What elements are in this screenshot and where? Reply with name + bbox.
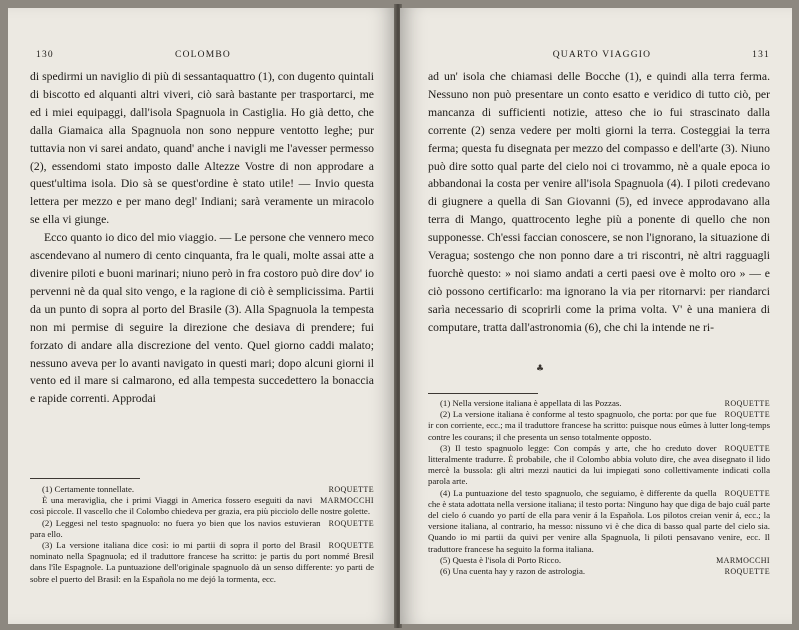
footnote-text: (1) Certamente tonnellate. xyxy=(42,484,135,494)
footnote xyxy=(428,566,770,577)
left-page xyxy=(8,8,396,624)
running-head-title: QUARTO VIAGGIO xyxy=(552,50,652,60)
footnote-source: ROQUETTE xyxy=(724,443,770,453)
footnote-source: ROQUETTE xyxy=(724,399,770,408)
footnote xyxy=(428,443,770,488)
paragraph: di spedirmi un naviglio di più di sessantaquattro (1), con dugento quintali di biscotto ed alquanti altri viveri, ciò sarà bastante per trasportarci, me ed i miei equipaggi, dall'isola Spagnuola in Castiglia. Ho già detto, che dalla Giamaica alla Spagnuola non sono neppure ventotto leghe; pur tuttavia non vi sarei andato, quand' anche i navigli me l'avesser permesso (2), essendomi stato imposto dalle Altezze Vostre di non approdare a quest'ultima isola. Dio sà se quest'ordine è stato utile! — Invio questa lettera per mezzo e per mano degl' Indiani; sarà veramente un miracolo se ella vi giunge. xyxy=(30,70,374,227)
footnotes xyxy=(428,398,770,577)
ornament-icon: ♣ xyxy=(536,364,545,374)
footnote-rule xyxy=(428,393,538,394)
footnote-source: ROQUETTE xyxy=(724,488,770,498)
footnote xyxy=(428,488,770,555)
footnote-source: MARMOCCHI xyxy=(320,496,374,506)
footnote-text: (1) Nella versione italiana è appellata di las Pozzas. xyxy=(440,398,622,408)
footnote-rule xyxy=(30,478,140,479)
footnote xyxy=(428,409,770,443)
page-number: 131 xyxy=(752,50,770,60)
body-text xyxy=(30,68,374,408)
footnote-text: (3) La versione italiana dice così: io mi partii di sopra il porto del Brasil nominato nella Spagnuola; ed il traduttore francese ha scritto: je partis du port nommé Bresil dans l'île Espagnole. La puntuazione dell'originale spagnuolo dà un senso differente: yo parti de sobre el puerto del Brasil: en la Española no me dejó la tormenta, ecc. xyxy=(30,540,374,584)
footnote xyxy=(30,518,374,540)
footnote xyxy=(428,398,770,409)
footnote-source: ROQUETTE xyxy=(724,410,770,420)
paragraph: ad un' isola che chiamasi delle Bocche (1), e quindi alla terra ferma. Nessuno non può presentare un conto esatto e veridico di tutto ciò, per mancanza di sufficienti notizie, atteso che io fui strascinato dalla corrente (2) senza vedere per molti giorni la terra. Costeggiai la terra ferma; questa fu disegnata per mezzo del compasso e dell'arte (3). Niuno può dire sotto qual parte del cielo noi ci trovammo, nè a quale epoca io abbandonai la costa per venire all'isola Spagnuola (4). I piloti credevano di giugnere a quella di San Giovanni (5), ed invece approdavano alla terra di Mango, quattrocento leghe più a ponente di quello che non supponesse. Ch'essi faccian conoscere, se non l'ignorano, la situazione di Veragua; sostengo che non ponno dare a tri riscontri, nè altri ragguagli fuorchè questo: » noi siamo andati a certi paesi ove è molto oro » — e ciò possono certificarlo: ma ignorano la via per ritornarvi: per riandarci sarìa necessario di scoprirli come la prima volta. V' è una maniera di computare, tratta dall'astronomia (6), che chi la intende ne ri- xyxy=(428,70,770,334)
footnote-text: È una meraviglia, che i primi Viaggi in America fossero eseguiti da navi così piccole. Il vascello che il Colombo chiedeva per grazia, era più picciolo delle nostre golette. xyxy=(30,495,371,517)
footnote-text: (2) Leggesi nel testo spagnuolo: no fuera yo bien que los navios estuvieran para ello. xyxy=(30,517,321,539)
footnotes xyxy=(30,484,374,585)
paragraph: Ecco quanto io dico del mio viaggio. — Le persone che vennero meco ascendevano al numero di cento cinquanta, fra le quali, molte assai atte a divenire piloti e buoni marinari; niuno però in fra costoro può dire dov' io pervenni nè da qual sito vengo, e la ragione di ciò è semplicissima. Partii da un punto di sopra al porto del Brasile (3). Alla Spagnuola la tempesta non mi permise di seguire la direzione che desiava di prendere; fui forzato di andare alla discrezione del vento. Quel giorno caddi malato; nessuno aveva per lo avanti navigato in questi mari; dopo alcuni giorni il vento ed il mare si calmarono, ed alla tempesta succedettero la bonaccia e rapide correnti. Approdai xyxy=(30,231,374,406)
footnote-text: (2) La versione italiana è conforme al testo spagnuolo, che porta: por que fue ir con corriente, ecc.; ma il traduttore francese ha scritto: puisque nous eûmes à lutter long-temps contre les courans; il che presenta un senso totalmente opposto. xyxy=(428,409,770,442)
footnote xyxy=(428,555,770,566)
right-page xyxy=(400,8,792,624)
page-number: 130 xyxy=(36,50,54,60)
footnote xyxy=(30,495,374,517)
footnote-source: ROQUETTE xyxy=(328,485,374,494)
footnote-source: ROQUETTE xyxy=(328,541,374,551)
footnote-text: (4) La puntuazione del testo spagnuolo, che seguiamo, è differente da quella che è stata adottata nella versione italiana; il testo porta: Ninguno hay que diga de bajo cuál parte del cielo ó cuando yo partí de ella para venir á la Española. Los pilotos creian venir á, ecc.; la versione italiana, al contrario, ha messo: nissuno vi è che dica di basso qual parte del cielo sia. Quando io mi partii da quivi per venire alla Spagnuola, li piloti pensavano venire, ecc. Il traduttore francese ha seguito la forma italiana. xyxy=(428,487,770,554)
footnote-text: (6) Una cuenta hay y razon de astrologia. xyxy=(440,566,586,577)
footnote-text: (5) Questa è l'isola di Porto Ricco. xyxy=(440,554,562,565)
footnote xyxy=(30,540,374,585)
footnote-text: (3) Il testo spagnuolo legge: Con compás y arte, che ho creduto dover litteralmente tradurre. È probabile, che il Colombo abbia voluto dire, che avea disegnato il lido mercè la bussola: gli altri mezzi nautici da lui impiegati sono collettivamente indicati colla parola arte. xyxy=(428,442,770,487)
body-text xyxy=(428,68,770,337)
footnote-source: ROQUETTE xyxy=(328,518,374,528)
footnote-source: MARMOCCHI xyxy=(716,555,770,565)
footnote xyxy=(30,484,374,495)
footnote-source: ROQUETTE xyxy=(724,567,770,577)
running-head-title: COLOMBO xyxy=(175,50,231,60)
